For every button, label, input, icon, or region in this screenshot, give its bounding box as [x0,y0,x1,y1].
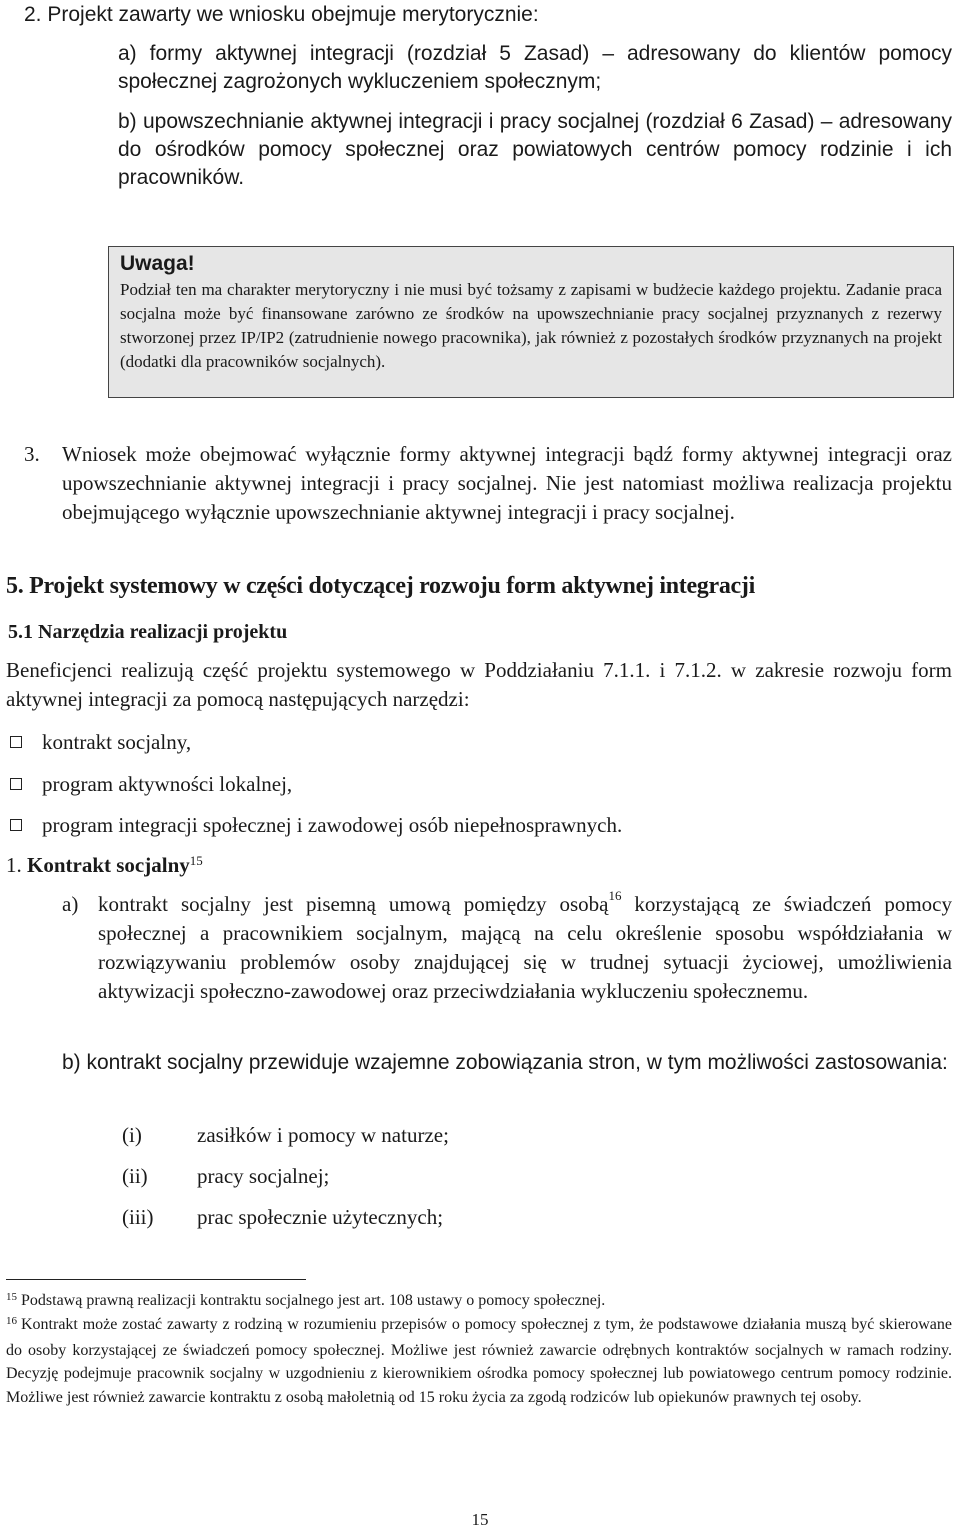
tool-label: program aktywności lokalnej, [42,772,293,796]
kontrakt-a-text-start: kontrakt socjalny jest pisemną umową pomiędzy osobą [98,892,609,916]
section-3-number: 3. [24,442,40,466]
kontrakt-number: 1. [6,853,22,877]
option-text: zasiłków i pomocy w naturze; [197,1123,449,1147]
footnote-15 [6,1289,952,1314]
footnote-16-number: 16 [6,1315,17,1327]
kontrakt-item-a-text [98,890,952,1006]
checkbox-bullet-icon [10,736,22,748]
kontrakt-item-b-text: b) kontrakt socjalny przewiduje wzajemne zobowiązania stron, w tym możliwości zastosowania: [62,1051,948,1074]
tool-label: kontrakt socjalny, [42,730,192,754]
intro-paragraph: Beneficjenci realizują część projektu systemowego w Poddziałaniu 7.1.1. i 7.1.2. w zakresie rozwoju form aktywnej integracji za pomocą następujących narzędzi: [6,658,952,711]
kontrakt-item-a-label: a) [62,892,79,916]
footnote-ref-15[interactable]: 15 [189,853,203,868]
section-2-item-a: a) formy aktywnej integracji (rozdział 5 Zasad) – adresowany do klientów pomocy społecznej zagrożonych wykluczeniem społecznym; [118,42,952,93]
tool-label: program integracji społecznej i zawodowej osób niepełnosprawnych. [42,813,623,837]
footnote-separator [6,1279,306,1280]
option-number: (iii) [122,1205,154,1229]
section-2-title: 2. Projekt zawarty we wniosku obejmuje merytorycznie: [24,3,539,26]
checkbox-bullet-icon [10,778,22,790]
footnote-15-number: 15 [6,1291,17,1303]
option-text: pracy socjalnej; [197,1164,330,1188]
page-number: 15 [471,1510,489,1529]
section-3-text: Wniosek może obejmować wyłącznie formy aktywnej integracji bądź formy aktywnej integracji oraz upowszechnianie aktywnej integracji i pracy socjalnej. Nie jest natomiast możliwa realizacja projektu obejmującego wyłącznie upowszechnianie aktywnej integracji i pracy socjalnej. [62,442,952,524]
kontrakt-title: Kontrakt socjalny [27,853,190,877]
kontrakt-a-text-end: korzystającą ze świadczeń pomocy społecznej a pracownikiem socjalnym, mającą na celu określenie sposobu współdziałania w rozwiązywaniu problemów osoby znajdującej się w trudnej sytuacji życiowej, umożliwienia aktywizacji społeczno-zawodowej oraz przeciwdziałania wykluczeniu społecznemu. [98,892,952,1003]
footnote-15-text: Podstawą prawną realizacji kontraktu socjalnego jest art. 108 ustawy o pomocy społecznej. [21,1292,606,1309]
kontrakt-heading [6,850,203,880]
option-text: prac społecznie użytecznych; [197,1205,444,1229]
note-title: Uwaga! [120,252,195,275]
footnote-ref-16[interactable]: 16 [608,888,622,903]
section-2-item-b: b) upowszechnianie aktywnej integracji i pracy socjalnej (rozdział 6 Zasad) – adresowany do ośrodków pomocy społecznej oraz powiatowych centrów pomocy rodzinie i ich pracowników. [118,110,952,189]
heading-5-1: 5.1 Narzędzia realizacji projektu [8,621,288,643]
option-number: (ii) [122,1164,148,1188]
heading-5: 5. Projekt systemowy w części dotyczącej rozwoju form aktywnej integracji [6,573,755,599]
checkbox-bullet-icon [10,819,22,831]
option-number: (i) [122,1123,142,1147]
kontrakt-item-b [62,1048,952,1078]
footnote-16-text: Kontrakt może zostać zawarty z rodziną w rozumieniu przepisów o pomocy społecznej z tym, że podstawowe działania muszą być skierowane do osoby korzystającej ze świadczeń pomocy społecznej. Możliwe jest również zawarcie odrębnych kontraktów socjalnych w ramach rodziny. Decyzję podejmuje pracownik socjalny w uzgodnieniu z kierownikiem ośrodka pomocy społecznej lub powiatowego centrum pomocy rodzinie. Możliwe jest również zawarcie kontraktu z osobą małoletnią od 15 roku życia za zgodą rodziców lub opiekunów prawnych tej osoby. [6,1316,952,1407]
footnote-16 [6,1313,952,1410]
note-body: Podział ten ma charakter merytoryczny i nie musi być tożsamy z zapisami w budżecie każdego projektu. Zadanie praca socjalna może być finansowane zarówno ze środków na upowszechnianie pracy socjalnej przyznanych z rezerwy stworzonej przez IP/IP2 (zatrudnienie nowego pracownika), jak również z pozostałych środków przyznanych na projekt (dodatki dla pracowników socjalnych). [120,280,942,371]
